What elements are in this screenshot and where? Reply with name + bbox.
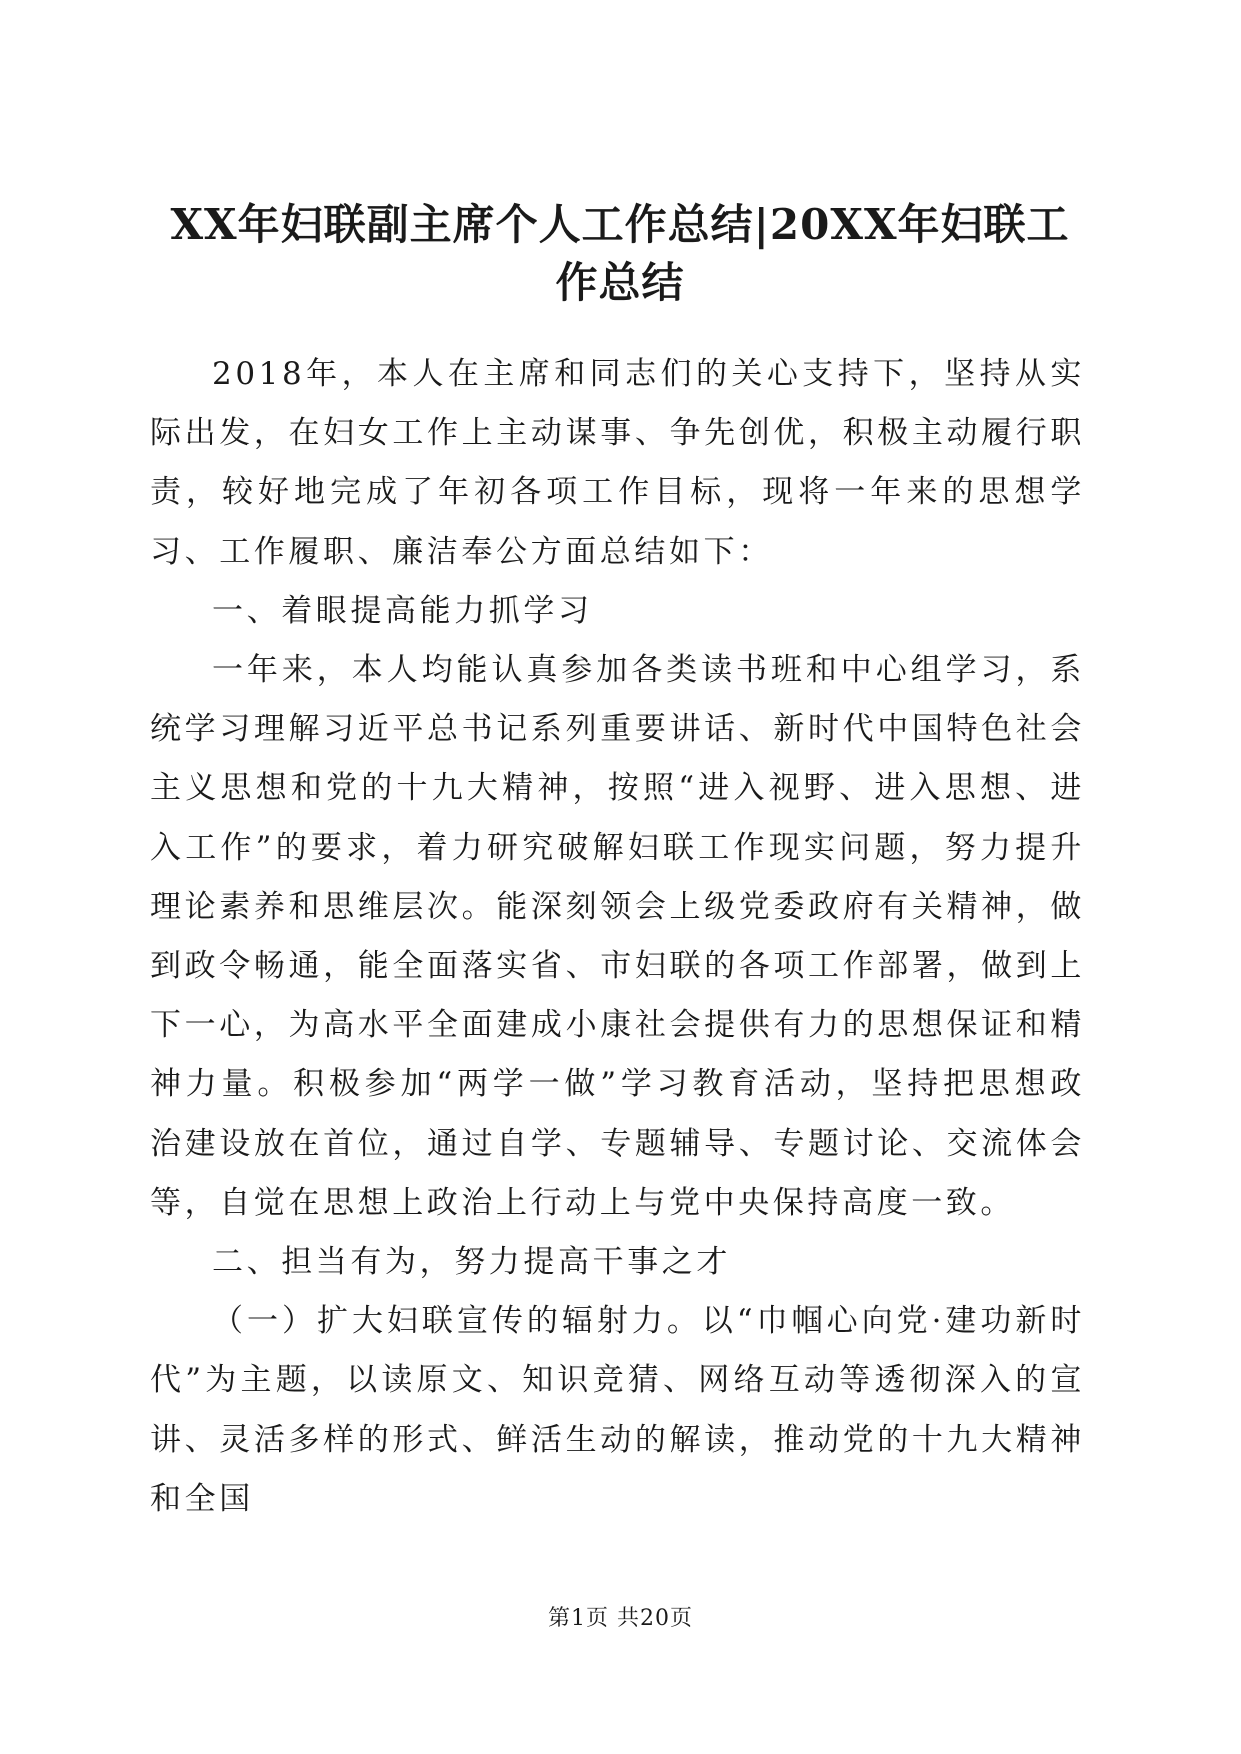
document-body [150, 345, 1085, 1529]
document-title: XX年妇联副主席个人工作总结|20XX年妇联工作总结 [170, 200, 1070, 307]
section-heading-2: 二、担当有为，努力提高干事之才 [212, 1244, 731, 1281]
section-heading-1: 一、着眼提高能力抓学习 [212, 592, 593, 629]
study-paragraph: 一年来，本人均能认真参加各类读书班和中心组学习，系统学习理解习近平总书记系列重要讲话、新时代中国特色社会主义思想和党的十九大精神，按照“进入视野、进入思想、进入工作”的要求，着力研究破解妇联工作现实问题，努力提升理论素养和思维层次。能深刻领会上级党委政府有关精神，做到政令畅通，能全面落实省、市妇联的各项工作部署，做到上下一心，为高水平全面建成小康社会提供有力的思想保证和精神力量。积极参加“两学一做”学习教育活动，坚持把思想政治建设放在首位，通过自学、专题辅导、专题讨论、交流体会等，自觉在思想上政治上行动上与党中央保持高度一致。 [150, 652, 1085, 1221]
intro-paragraph: 2018年，本人在主席和同志们的关心支持下，坚持从实际出发，在妇女工作上主动谋事、争先创优，积极主动履行职责，较好地完成了年初各项工作目标，现将一年来的思想学习、工作履职、廉洁奉公方面总结如下： [150, 356, 1085, 570]
publicity-paragraph: （一）扩大妇联宣传的辐射力。以“巾帼心向党·建功新时代”为主题，以读原文、知识竞猜、网络互动等透彻深入的宣讲、灵活多样的形式、鲜活生动的解读，推动党的十九大精神和全国 [150, 1303, 1085, 1517]
page-number-footer: 第1页 共20页 [548, 1606, 693, 1631]
